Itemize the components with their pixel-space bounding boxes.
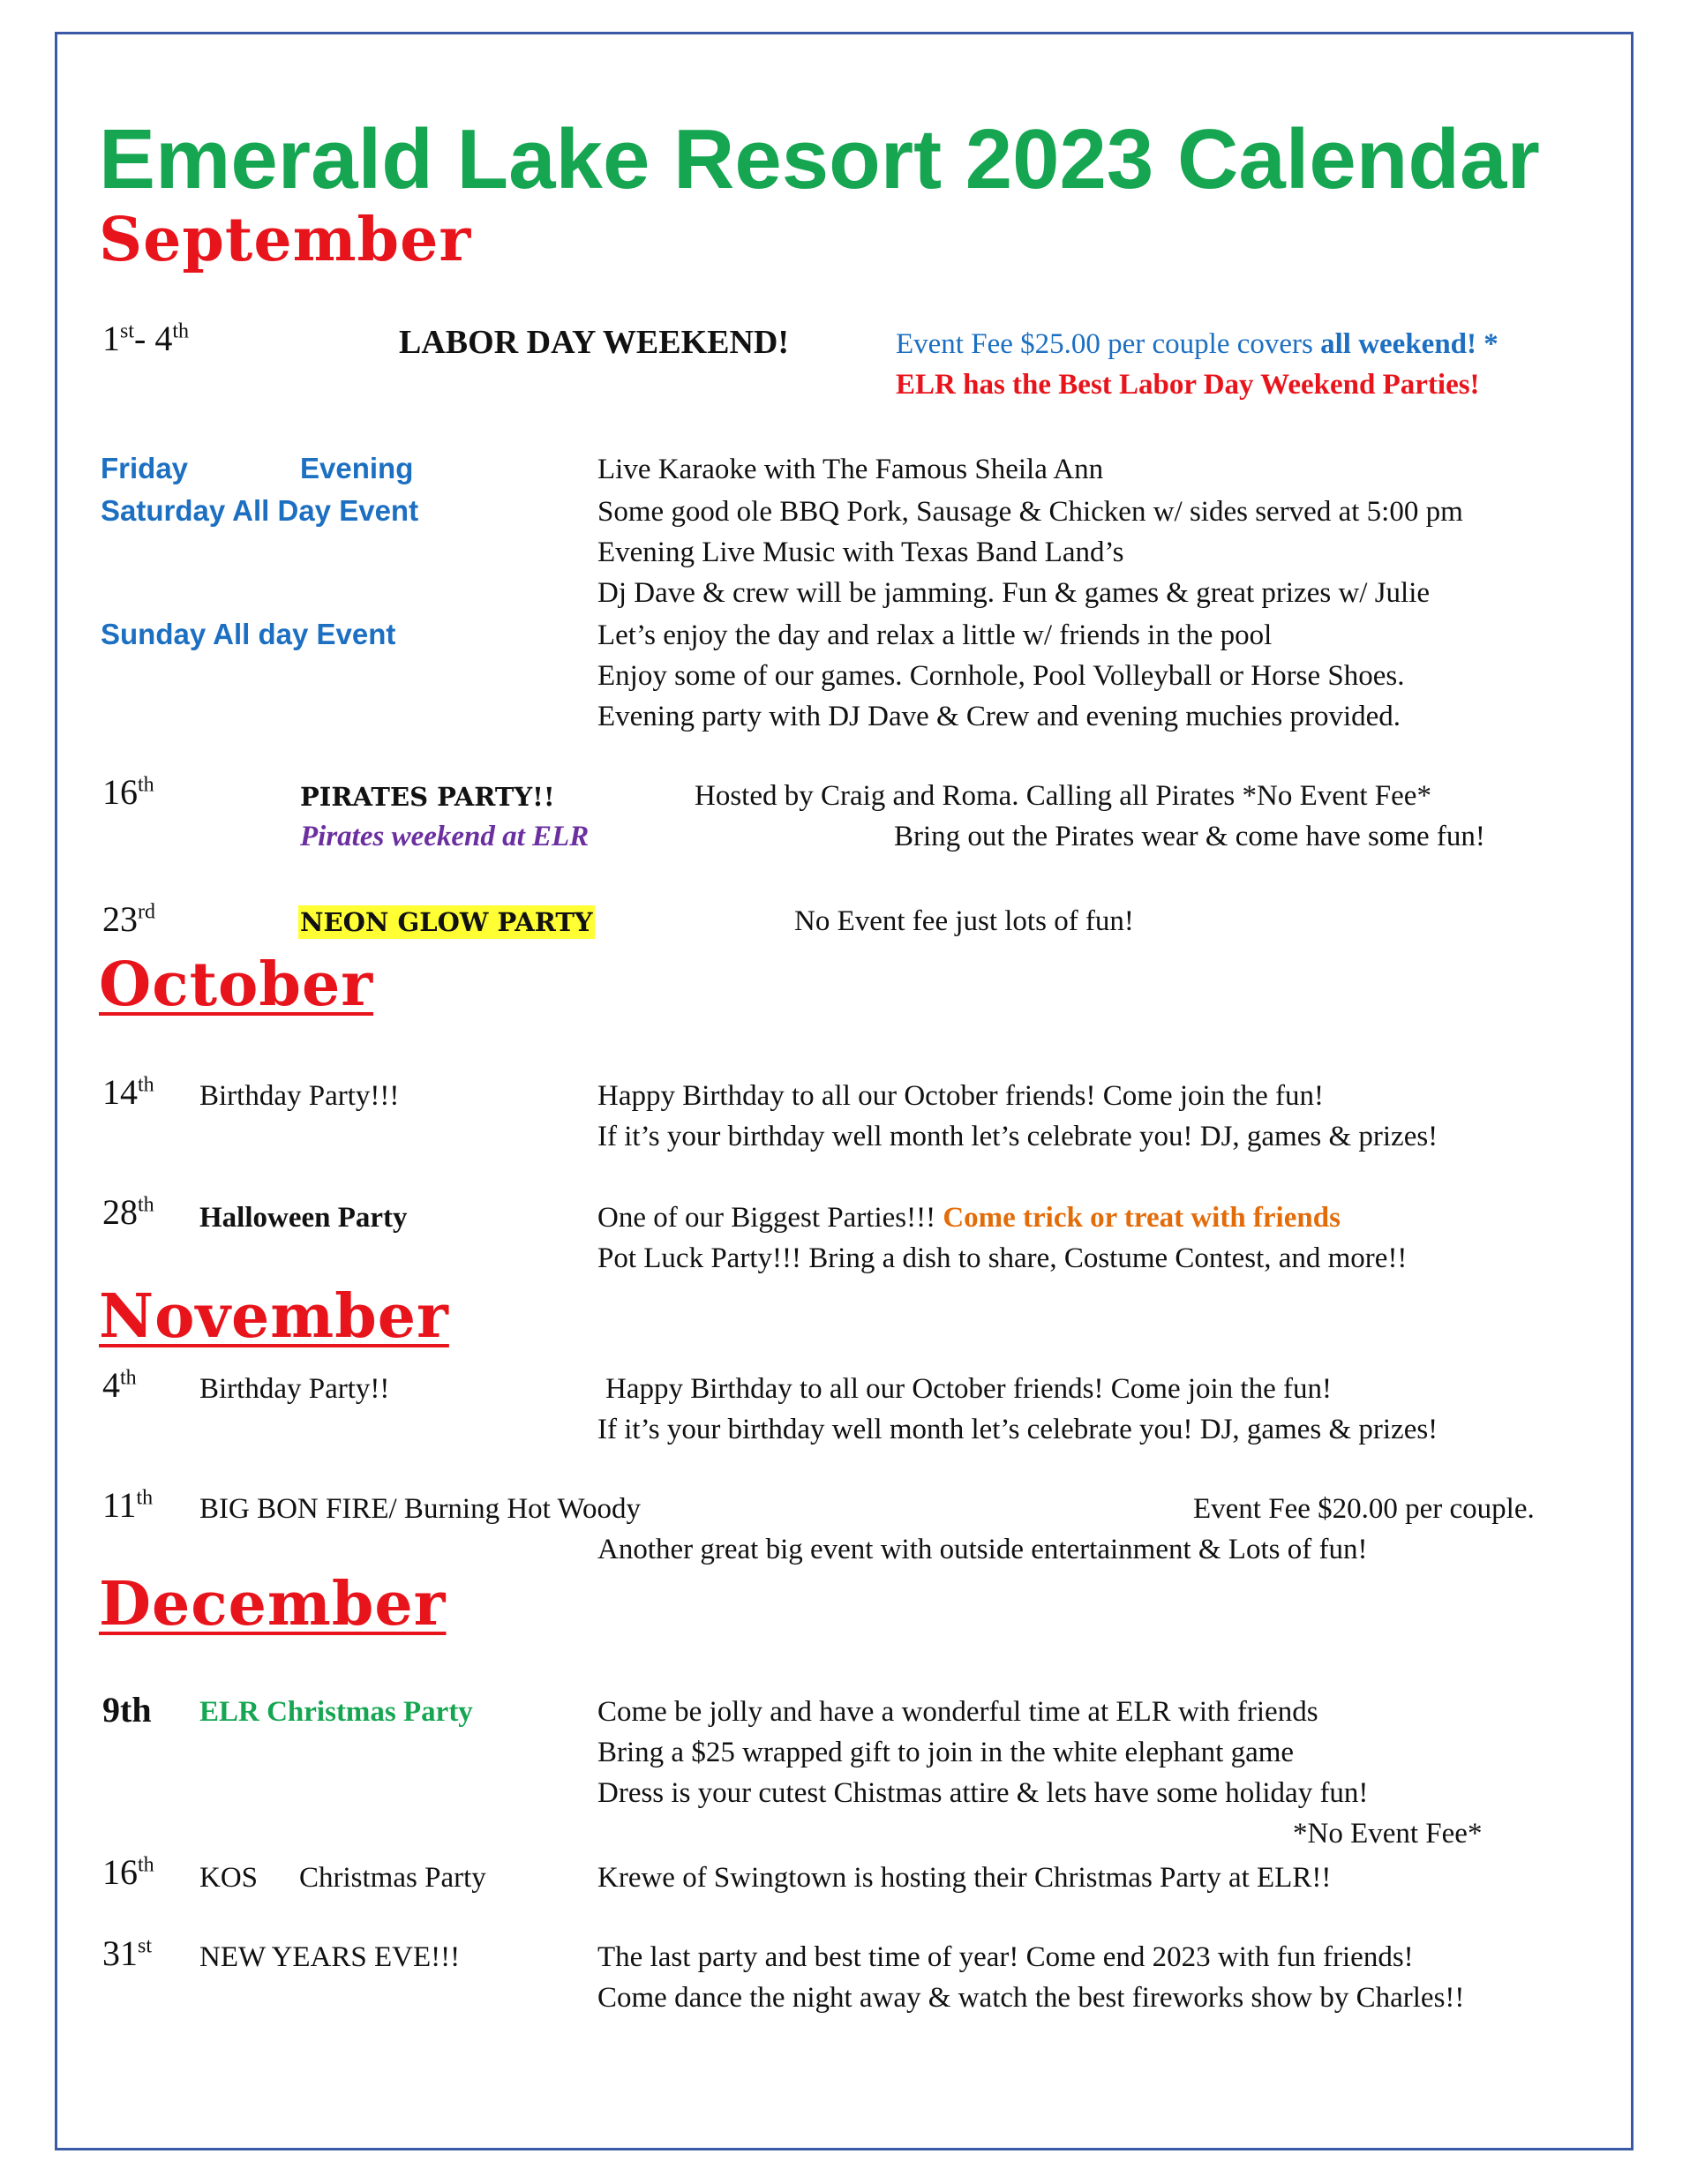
event-day-nye: 31st xyxy=(102,1933,153,1973)
event-name-pirates: PIRATES PARTY!! xyxy=(300,782,555,812)
event-day-kos: 16th xyxy=(102,1852,154,1892)
event-subtitle-pirates: Pirates weekend at ELR xyxy=(300,821,590,852)
event-day-halloween: 28th xyxy=(102,1192,154,1232)
event-name-kos: KOS xyxy=(199,1862,259,1894)
event-text: Come dance the night away & watch the best fireworks show by Charles!! xyxy=(597,1982,1465,2014)
event-text: If it’s your birthday well month let’s celebrate you! DJ, games & prizes! xyxy=(597,1121,1438,1152)
schedule-text: Live Karaoke with The Famous Sheila Ann xyxy=(597,454,1104,485)
event-day-oct-birthday: 14th xyxy=(102,1072,154,1112)
event-day-neon: 23rd xyxy=(102,899,155,939)
event-text: Another great big event with outside entertainment & Lots of fun! xyxy=(597,1534,1368,1565)
month-heading-november: November xyxy=(99,1281,449,1352)
event-name-nov-birthday: Birthday Party!! xyxy=(199,1373,390,1405)
event-name-nye: NEW YEARS EVE!!! xyxy=(199,1941,461,1973)
month-heading-september: September xyxy=(99,205,472,275)
event-day-bonfire: 11th xyxy=(102,1485,154,1525)
event-text: Come be jolly and have a wonderful time at ELR with friends xyxy=(597,1696,1318,1728)
schedule-label-friday: Friday xyxy=(101,452,189,484)
event-text: One of our Biggest Parties!!! Come trick or treat with friends xyxy=(597,1202,1341,1234)
event-name-neon: NEON GLOW PARTY xyxy=(300,907,593,937)
event-text: Bring a $25 wrapped gift to join in the white elephant game xyxy=(597,1737,1295,1768)
event-text: Bring out the Pirates wear & come have some fun! xyxy=(894,821,1485,852)
schedule-label-sunday: Sunday All day Event xyxy=(101,618,396,650)
event-name-labor: LABOR DAY WEEKEND! xyxy=(399,324,790,361)
event-text: *No Event Fee* xyxy=(1293,1818,1483,1850)
event-day-labor: 1st- 4th xyxy=(102,319,190,358)
event-text: Dress is your cutest Chistmas attire & lets have some holiday fun! xyxy=(597,1777,1369,1809)
month-heading-october: October xyxy=(99,949,374,1020)
event-text: Krewe of Swingtown is hosting their Christmas Party at ELR!! xyxy=(597,1862,1332,1894)
event-day-nov-birthday: 4th xyxy=(102,1365,137,1405)
event-text: If it’s your birthday well month let’s celebrate you! DJ, games & prizes! xyxy=(597,1414,1438,1445)
event-name-halloween: Halloween Party xyxy=(199,1202,408,1234)
event-text: Happy Birthday to all our October friends! Come join the fun! xyxy=(597,1080,1324,1112)
schedule-label-saturday: Saturday All Day Event xyxy=(101,494,419,527)
event-name-bonfire: BIG BON FIRE/ Burning Hot Woody xyxy=(199,1493,642,1525)
schedule-text: Dj Dave & crew will be jamming. Fun & games & great prizes w/ Julie xyxy=(597,577,1431,609)
schedule-text: Evening party with DJ Dave & Crew and evening muchies provided. xyxy=(597,701,1401,732)
event-day-christmas: 9th xyxy=(102,1690,152,1730)
event-fee-bonfire: Event Fee $20.00 per couple. xyxy=(1193,1493,1535,1525)
event-text: No Event fee just lots of fun! xyxy=(794,905,1134,937)
month-heading-december: December xyxy=(99,1569,447,1640)
schedule-text: Let’s enjoy the day and relax a little w/ friends in the pool xyxy=(597,619,1273,651)
schedule-text: Enjoy some of our games. Cornhole, Pool Volleyball or Horse Shoes. xyxy=(597,660,1405,692)
event-name-oct-birthday: Birthday Party!!! xyxy=(199,1080,400,1112)
event-text: Happy Birthday to all our October friends! Come join the fun! xyxy=(605,1373,1332,1405)
schedule-label-evening: Evening xyxy=(300,452,414,484)
event-text: Hosted by Craig and Roma. Calling all Pirates *No Event Fee* xyxy=(695,780,1431,812)
page-title: Emerald Lake Resort 2023 Calendar xyxy=(99,112,1540,206)
event-text: Pot Luck Party!!! Bring a dish to share, Costume Contest, and more!! xyxy=(597,1242,1408,1274)
event-fee-labor: Event Fee $25.00 per couple covers all weekend! * xyxy=(896,328,1498,360)
event-tagline-labor: ELR has the Best Labor Day Weekend Parties! xyxy=(896,369,1480,401)
schedule-text: Some good ole BBQ Pork, Sausage & Chicken w/ sides served at 5:00 pm xyxy=(597,496,1463,528)
schedule-text: Evening Live Music with Texas Band Land’s xyxy=(597,537,1124,568)
event-day-pirates: 16th xyxy=(102,772,154,812)
event-name-christmas: ELR Christmas Party xyxy=(199,1696,473,1728)
event-name-kos-party: Christmas Party xyxy=(299,1862,486,1894)
event-text: The last party and best time of year! Come end 2023 with fun friends! xyxy=(597,1941,1414,1973)
